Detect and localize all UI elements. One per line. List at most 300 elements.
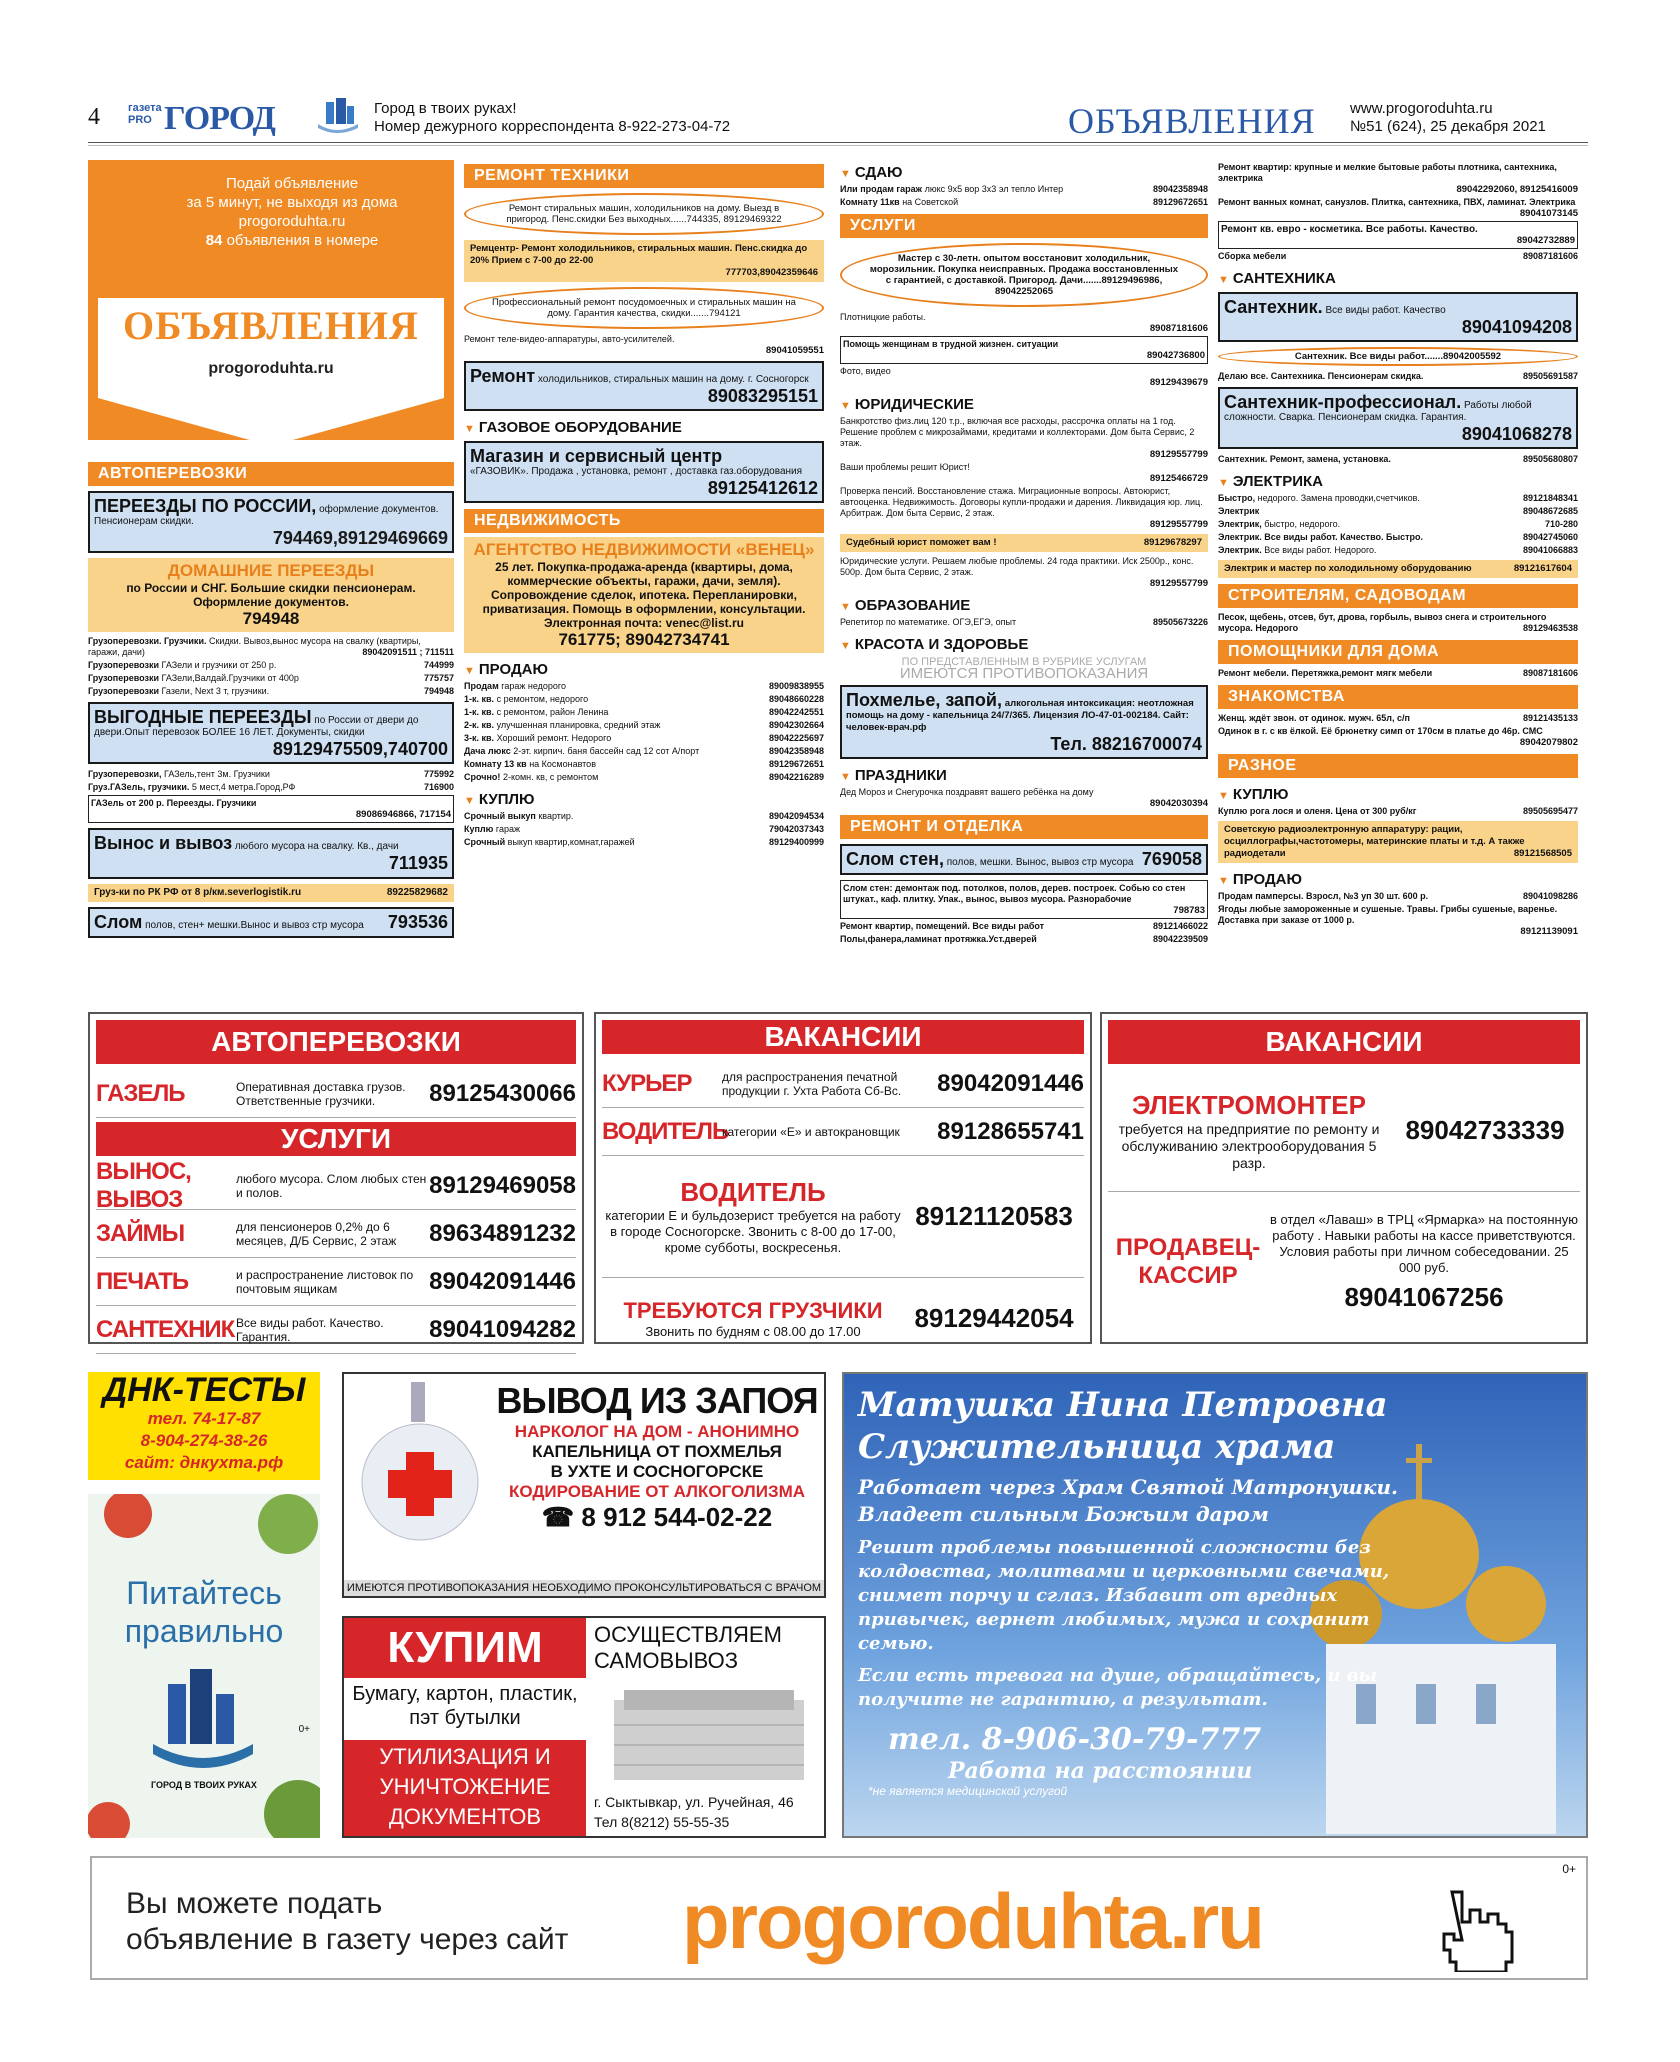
ad-carpentry	[840, 312, 1208, 334]
classified-ad	[1218, 545, 1578, 556]
ad-text: гараж	[495, 824, 520, 834]
row-description: категории «Е» и автокрановщик	[722, 1124, 900, 1139]
column-2	[464, 160, 824, 850]
ad-title: ДНК-ТЕСТЫ	[102, 1371, 306, 1409]
ad-phone: 798783	[1173, 905, 1205, 916]
ad-phone: 89042216289	[768, 772, 824, 782]
phone-icon: ☎	[541, 1502, 575, 1532]
ad-lead: Электрик	[1218, 506, 1260, 516]
ad-tv-repair	[464, 334, 824, 356]
row-keyword: ВОДИТЕЛЬ	[602, 1117, 729, 1145]
band-title: ВАКАНСИИ	[602, 1020, 1084, 1054]
ad-text: Фото, видео	[840, 366, 891, 376]
count-text: объявления в номере	[226, 232, 379, 249]
ad-phone: 89505680807	[1522, 454, 1578, 464]
rubric-sell-misc: ▼ ПРОДАЮ	[1218, 871, 1578, 888]
ad-santa	[840, 787, 1208, 809]
ad-remcenter	[464, 240, 824, 282]
ad-phone: 716900	[423, 782, 454, 792]
ad-text: быстро, недорого.	[1264, 519, 1341, 529]
classified-ad	[464, 694, 824, 705]
promo-block[interactable]	[88, 160, 454, 440]
ad-text: «ГАЗОВИК». Продажа , установка, ремонт , доставка газ.оборудования	[470, 466, 803, 477]
ad-title: АГЕНТСТВО НЕДВИЖИМОСТИ «ВЕНЕЦ»	[473, 540, 815, 559]
classified-ad	[464, 811, 824, 822]
paper-stack-image	[604, 1680, 814, 1790]
duty-phone: Номер дежурного корреспондента 8-922-273-04-72	[374, 118, 731, 135]
ad-list-freight-2	[88, 769, 454, 793]
ad-text: 5 мест,4 метра.Город,РФ	[191, 782, 296, 792]
ad-dating-2	[1218, 726, 1578, 748]
row-phone: 89042091446	[429, 1267, 576, 1295]
ad-phone: 775992	[423, 769, 454, 779]
ad-text: Помощь женщинам в трудной жизнен. ситуации	[843, 339, 1059, 349]
classified-ad	[1218, 493, 1578, 504]
ad-text: ГАЗели,Валдай.Грузчики от 400р	[161, 673, 299, 683]
ad-phone: 769058	[1141, 849, 1202, 869]
ad-phone: 89042736800	[1146, 350, 1205, 361]
ad-text: ГАЗель,тент 3м. Грузчики	[164, 769, 270, 779]
ad-fridge-master: Мастер с 30-летн. опытом восстановит холодильник, морозильник. Покупка неисправных. Продажа восстановленных с гарантией, с доставкой. Пригород. Дачи.......89129496986, 89042252065	[840, 243, 1208, 307]
band-rows	[596, 1060, 1090, 1156]
heading-home-helpers: ПОМОЩНИКИ ДЛЯ ДОМА	[1218, 640, 1578, 664]
age-rating: 0+	[1562, 1862, 1576, 1876]
ad-text: Судебный юрист поможет вам !	[846, 537, 997, 548]
ad-paragraph: Если есть тревога на душе, обращайтесь, и вы получите не гарантию, а результат.	[858, 1665, 1377, 1710]
ad-text: Юридические услуги. Решаем любые проблемы. 24 года практики. Иск 2500р., конс. 500р. Дом быта Сервис, 2 этаж.	[840, 556, 1194, 577]
page-header	[88, 98, 1588, 141]
ad-text: Все виды работ. Недорого.	[1264, 545, 1377, 555]
ad-lead: Грузоперевозки	[88, 673, 160, 683]
row-phone: 89041094282	[429, 1315, 576, 1343]
ad-bathroom-repair	[1218, 197, 1578, 219]
footer-banner[interactable]	[90, 1856, 1588, 1980]
ad-text: улучшенная планировка, средний этаж	[496, 720, 661, 730]
ad-text: квартир.	[538, 811, 574, 821]
band-row	[96, 1210, 576, 1258]
promo-line: за 5 минут, не выходя из дома	[186, 194, 398, 211]
ad-lead: Грузоперевозки	[88, 686, 160, 696]
ad-lead: Комнату 11кв	[840, 197, 900, 207]
ad-text: на Космонавтов	[529, 759, 596, 769]
classified-ad	[464, 824, 824, 835]
contraindication-note	[840, 656, 1208, 680]
ad-phone: 89042732889	[1516, 235, 1575, 246]
site-url[interactable]: www.progoroduhta.ru	[1350, 100, 1493, 117]
vacancy-title: ЭЛЕКТРОМОНТЕР	[1132, 1089, 1366, 1120]
ad-text: Газели, Next 3 т, грузчики.	[161, 686, 270, 696]
vacancy-driver-e	[602, 1156, 1084, 1278]
medical-cross-icon	[356, 1382, 486, 1562]
ad-lead: Электрик. Все виды работ. Качество. Быстро.	[1218, 532, 1424, 542]
ad-list-buy	[464, 811, 824, 848]
ad-text: Репетитор по математике. ОГЭ,ЕГЭ, опыт	[840, 617, 1017, 627]
band-vacancies-2	[1100, 1012, 1588, 1344]
classified-ad	[1218, 519, 1578, 530]
ad-text: Ремонт квартир, помещений. Все виды работ	[840, 921, 1045, 931]
row-keyword: ЗАЙМЫ	[96, 1219, 185, 1247]
row-phone: 89128655741	[937, 1117, 1084, 1145]
ad-phone: тел. 8-906-30-79-777	[888, 1722, 1262, 1757]
ad-phone: 89505695477	[1522, 806, 1578, 816]
ad-phone: Тел. 88216700074	[1050, 734, 1202, 754]
ad-list-rent	[840, 184, 1208, 208]
ad-phone: 89042358948	[1152, 184, 1208, 194]
ad-text: по России и СНГ. Большие скидки пенсионерам. Оформление документов.	[126, 581, 416, 609]
vacancy-cashier	[1108, 1192, 1580, 1332]
ad-list-freight	[88, 636, 454, 697]
ad-lead: Срочный	[464, 837, 506, 847]
classified-ad	[464, 720, 824, 731]
classified-ad	[88, 636, 454, 658]
ad-text: 2-комн. кв, с ремонтом	[502, 772, 599, 782]
ad-phone: 89042745060	[1522, 532, 1578, 542]
ad-nina-petrovna[interactable]	[842, 1372, 1588, 1838]
ad-text: Груз-ки по РК РФ от 8 р/км.severlogistik.ru	[94, 887, 302, 898]
ad-highlight: УТИЛИЗАЦИЯ И УНИЧТОЖЕНИЕ ДОКУМЕНТОВ	[344, 1740, 586, 1836]
ad-text: Плотницкие работы.	[840, 312, 926, 322]
heading-line: правильно	[124, 1613, 284, 1649]
ad-plumber	[1218, 292, 1578, 342]
ad-lead: Электрик,	[1218, 519, 1262, 529]
ad-dating-1	[1218, 713, 1578, 724]
vacancy-text: Звонить по будням с 08.00 до 17.00	[645, 1323, 861, 1339]
vacancy-phone: 89129442054	[914, 1302, 1074, 1333]
note-line: ПО ПРЕДСТАВЛЕННЫМ В РУБРИКЕ УСЛУГАМ	[901, 656, 1147, 668]
city-buildings-icon	[148, 1664, 258, 1774]
ad-title: ВЫГОДНЫЕ ПЕРЕЕЗДЫ	[94, 707, 312, 727]
ad-phone: 794948	[242, 609, 300, 628]
ad-hangover	[840, 685, 1208, 759]
ad-text: недорого. Замена проводки,счетчиков.	[1257, 493, 1420, 503]
ad-text: Скидки. Вывоз,вынос мусора на свалку (квартиры, гаражи, дачи)	[88, 636, 421, 657]
band-row	[96, 1157, 576, 1213]
promo-word: ОБЪЯВЛЕНИЯ	[123, 303, 419, 348]
ad-phone: 89121617604	[1513, 563, 1572, 574]
ad-phone: 89129672651	[768, 759, 824, 769]
ad-phone: 89121139091	[1520, 926, 1578, 937]
ad-text: выкуп квартир,комнат,гаражей	[507, 837, 635, 847]
ad-phone: 89121466022	[1152, 921, 1208, 931]
page-number: 4	[88, 104, 100, 130]
ad-removal	[88, 828, 454, 879]
ad-side-title: ОСУЩЕСТВЛЯЕМ САМОВЫВОЗ	[594, 1622, 782, 1673]
ad-lead: Или продам гараж	[840, 184, 923, 194]
issue-info	[1350, 100, 1546, 136]
ad-antlers	[1218, 806, 1578, 817]
vacancy-title: ВОДИТЕЛЬ	[680, 1177, 826, 1207]
eat-subtitle: ГОРОД В ТВОИХ РУКАХ	[151, 1780, 257, 1790]
note-line: ИМЕЮТСЯ ПРОТИВОПОКАЗАНИЯ	[899, 665, 1149, 682]
classified-ad	[88, 660, 454, 671]
row-description: для пенсионеров 0,2% до 6 месяцев, Д/Б Сервис, 2 этаж	[236, 1219, 397, 1248]
ad-line: В УХТЕ И СОСНОГОРСКЕ	[550, 1462, 764, 1481]
ad-phone: 794948	[423, 686, 454, 696]
ad-tutor	[840, 617, 1208, 628]
ad-phone: 89042242551	[768, 707, 824, 717]
ad-photo	[840, 366, 1208, 388]
classified-ad	[840, 184, 1208, 195]
ad-phone: 89121848341	[1522, 493, 1578, 503]
ad-text: Хороший ремонт. Недорого	[496, 733, 612, 743]
classified-ad	[88, 782, 454, 793]
ad-lead: Комнату 13 кв	[464, 759, 527, 769]
classified-ad	[1218, 532, 1578, 543]
ad-text: Ягоды любые замороженные и сушеные. Травы. Грибы сушеные, варенье. Доставка при заказе от 1000 р.	[1218, 904, 1558, 925]
ad-title: ДОМАШНИЕ ПЕРЕЕЗДЫ	[167, 561, 375, 580]
ad-title: Матушка Нина Петровна	[858, 1385, 1388, 1425]
ad-gazel-200	[88, 795, 454, 823]
ad-text: на Советской	[902, 197, 959, 207]
ad-text: ГАЗель от 200 р. Переезды. Грузчики	[91, 798, 257, 808]
ad-lead: Срочно!	[464, 772, 501, 782]
ad-phone: тел. 74-17-87	[147, 1409, 261, 1428]
ad-phone: 89041073145	[1519, 208, 1578, 219]
ad-phone: 711935	[388, 853, 448, 873]
ad-eat-properly[interactable]	[88, 1494, 320, 1838]
ad-cargo-rk	[88, 884, 454, 902]
ad-text: Проверка пенсий. Восстановление стажа. Миграционные вопросы. Автоюрист, автооценка. Недвижимость. Договоры купли-продажи и дарения. Ликвидация юр. лиц. Арбитраж. Дом быта Сервис, 2 этаж.	[840, 486, 1203, 518]
ad-apartment-works	[1218, 162, 1578, 195]
ad-phone: 89042030394	[1149, 798, 1208, 809]
ad-text: Все виды работ. Качество	[1325, 305, 1446, 316]
classified-ad	[464, 746, 824, 757]
ad-text: Песок, щебень, отсев, бут, дрова, горбыль, вывоз снега и строительного мусора. Недорого	[1218, 612, 1547, 633]
ad-lead: Продам	[464, 681, 499, 691]
ad-euro-repair	[1218, 221, 1578, 249]
ad-electrician-fridge	[1218, 560, 1578, 578]
ad-phone: 89129439679	[1149, 377, 1208, 388]
ad-dna-tests[interactable]	[88, 1372, 320, 1480]
classified-ad	[464, 837, 824, 848]
band-title-services: УСЛУГИ	[96, 1122, 576, 1156]
classified-ad	[464, 772, 824, 783]
ad-text: Сборка мебели	[1218, 251, 1287, 261]
ad-title: Вынос и вывоз	[94, 833, 233, 853]
ad-demolition	[88, 907, 454, 938]
classified-ad	[464, 681, 824, 692]
ad-phone: 89083295151	[707, 386, 818, 406]
ad-phone: 89505691587	[1522, 371, 1578, 381]
ad-text: Ремонт теле-видео-аппаратуры, авто-усилителей.	[464, 334, 675, 344]
ad-phone: 89129475509,740700	[272, 739, 448, 759]
ad-text: любого мусора на свалку. Кв., дачи	[234, 841, 399, 852]
ad-phone: 777703,89042359646	[725, 267, 818, 278]
ad-text: Одинок в г. с кв ёлкой. Её брюнетку симп от 170см в платье до 46р. СМС	[1218, 726, 1543, 736]
ad-text: Бумагу, картон, пластик, пэт бутылки	[352, 1683, 578, 1729]
row-keyword: ПЕЧАТЬ	[96, 1267, 189, 1295]
vacancy-text: требуется на предприятие по ремонту и обслуживанию электрооборудования 5 разр.	[1118, 1120, 1380, 1171]
vacancy-title: ТРЕБУЮТСЯ ГРУЗЧИКИ	[623, 1297, 883, 1323]
rubric-buy: ▼ КУПЛЮ	[464, 791, 824, 808]
column-3	[840, 160, 1208, 947]
ad-venets-agency	[464, 537, 824, 653]
row-description: и распространение листовок по почтовым ящикам	[236, 1267, 414, 1296]
ad-title: Ремонт	[470, 366, 536, 386]
rubric-holidays: ▼ ПРАЗДНИКИ	[840, 767, 1208, 784]
ad-phone: 89048660228	[768, 694, 824, 704]
ad-phone: 89129557799	[1149, 449, 1208, 460]
ad-paragraph: Решит проблемы повышенной сложности без колдовства, молитвами и церковными свечами, снимет порчу и сглаз. Избавит от вредных привычек, вернет любимых, мужа и сохранит семью.	[858, 1537, 1390, 1654]
classified-ad	[840, 197, 1208, 208]
ad-text: Электрик и мастер по холодильному оборудованию	[1224, 563, 1472, 574]
ad-text: полов, мешки. Вынос, вывоз стр мусора	[946, 857, 1134, 868]
ad-phone: 8-904-274-38-26	[140, 1431, 268, 1450]
ad-text: Делаю все. Сантехника. Пенсионерам скидка.	[1218, 371, 1424, 381]
rubric-buy-misc: ▼ КУПЛЮ	[1218, 786, 1578, 803]
ad-text: полов, стен+ мешки.Вынос и вывоз стр мусора	[145, 920, 364, 931]
vacancy-loaders	[602, 1278, 1084, 1358]
ad-phone: 89129400999	[768, 837, 824, 847]
city-hand-icon	[312, 98, 362, 136]
ad-lead: Электрик.	[1218, 545, 1262, 555]
row-keyword: САНТЕХНИК	[96, 1315, 235, 1343]
ad-text: Слом стен: демонтаж под. потолков, полов, дерев. построек. Собью со стен штукат., каф. плитку. Упак., вынос, вывоз мусора. Разнорабочие	[843, 883, 1186, 904]
ad-lead: Груз.ГАЗель, грузчики.	[88, 782, 190, 792]
band-title: ВАКАНСИИ	[1108, 1020, 1580, 1064]
ad-text: Куплю рога лося и оленя. Цена от 300 руб/кг	[1218, 806, 1417, 816]
ad-text: алкогольная интоксикация: неотложная помощь на дому - капельница 24/7/365. Лицензия ЛО-47-01-002184. Сайт: человек-врач.рф	[846, 698, 1194, 733]
ad-phone: 89125412612	[707, 478, 818, 498]
promo-line: progoroduhta.ru	[238, 213, 346, 230]
footer-text	[126, 1886, 568, 1958]
ad-legal-services	[840, 556, 1208, 589]
ad-phone: 89042302664	[768, 720, 824, 730]
ad-lead: Срочный выкуп	[464, 811, 536, 821]
rubric-law: ▼ ЮРИДИЧЕСКИЕ	[840, 396, 1208, 413]
rubric-rent: ▼ СДАЮ	[840, 164, 1208, 181]
vacancy-text: категории Е и бульдозерист требуется на работу в городе Сосногорске. Звонить с 8-00 до 17-00, кроме субботы, воскресенья.	[605, 1208, 901, 1255]
band-rows-services	[90, 1157, 582, 1354]
ad-lead: 3-к. кв.	[464, 733, 495, 743]
heading-estate: НЕДВИЖИМОСТЬ	[464, 509, 824, 533]
row-phone: 89042091446	[937, 1069, 1084, 1097]
ad-wall-demolition	[840, 844, 1208, 875]
count-value: 84	[205, 232, 223, 249]
band-rows	[90, 1070, 582, 1118]
ad-title: Магазин и сервисный центр	[470, 446, 723, 466]
row-description: Все виды работ. Качество. Гарантия.	[236, 1315, 384, 1344]
ad-text: Ваши проблемы решит Юрист!	[840, 462, 970, 472]
ad-radio-parts	[1218, 821, 1578, 863]
eat-heading	[88, 1574, 320, 1650]
column-4	[1218, 160, 1578, 939]
rubric-electric: ▼ ЭЛЕКТРИКА	[1218, 473, 1578, 490]
ad-text: Ремонт кв. евро - косметика. Все работы. Качество.	[1221, 224, 1478, 235]
rubric-plumbing: ▼ САНТЕХНИКА	[1218, 270, 1578, 287]
ad-phone: 89505673226	[1152, 617, 1208, 627]
ad-apartment-repair	[840, 921, 1208, 932]
ad-gazovik	[464, 441, 824, 503]
logo-prefix: газета PRO	[128, 102, 162, 126]
ad-phone: 89042079802	[1519, 737, 1578, 748]
band-auto-services	[88, 1012, 584, 1344]
ad-binge[interactable]	[342, 1372, 826, 1598]
heading-misc: РАЗНОЕ	[1218, 754, 1578, 778]
ad-phone: 794469,89129469669	[272, 528, 448, 548]
ad-text: 2-эт. кирпич. баня бассейн сад 12 сот А/порт	[513, 746, 700, 756]
promo-line: Подай объявление	[225, 175, 359, 192]
ad-lead: 2-к. кв.	[464, 720, 495, 730]
ad-phone: 710-280	[1544, 519, 1578, 529]
rubric-sell: ▼ ПРОДАЮ	[464, 661, 824, 678]
ad-phone: 89041098286	[1522, 891, 1578, 901]
ad-phone: 89048672685	[1522, 506, 1578, 516]
ad-women-help	[840, 336, 1208, 364]
ad-phone: 89042225697	[768, 733, 824, 743]
ad-text: люкс 9х5 вор 3х3 эл тепло Интер	[924, 184, 1064, 194]
ad-furniture-assembly	[1218, 251, 1578, 262]
ad-text: с ремонтом, недорого	[496, 694, 589, 704]
ad-title: Сантехник.	[1224, 297, 1323, 317]
ad-phone: 89121568505	[1513, 848, 1572, 859]
ad-title: КУПИМ	[344, 1618, 586, 1678]
row-keyword: ГАЗЕЛЬ	[96, 1079, 185, 1107]
issue-number: №51 (624), 25 декабря 2021	[1350, 118, 1546, 135]
ad-phone: 8 912 544-02-22	[581, 1502, 773, 1532]
ad-lead: Быстро,	[1218, 493, 1256, 503]
classified-ad	[1218, 506, 1578, 517]
ad-lead: 1-к. кв.	[464, 694, 495, 704]
ad-fridge-repair	[464, 361, 824, 411]
footer-line: объявление в газету через сайт	[126, 1923, 569, 1956]
ad-plumbing-all	[1218, 371, 1578, 382]
ad-address: г. Сыктывкар, ул. Ручейная, 46	[594, 1794, 794, 1810]
contraindication-note: ИМЕЮТСЯ ПРОТИВОПОКАЗАНИЯ НЕОБХОДИМО ПРОКОНСУЛЬТИРОВАТЬСЯ С ВРАЧОМ	[344, 1580, 824, 1596]
footer-url[interactable]: progoroduhta.ru	[682, 1877, 1263, 1965]
vacancy-phone: 89041067256	[1344, 1281, 1504, 1312]
ad-phone: 89042094534	[768, 811, 824, 821]
ad-text: гараж недорого	[501, 681, 567, 691]
ad-text: Полы,фанера,ламинат протяжка.Уст.дверей	[840, 934, 1037, 944]
ad-text: Ремонт ванных комнат, санузлов. Плитка, сантехника, ПВХ, ламинат. Электрика	[1218, 197, 1576, 207]
ad-phone: 89087181606	[1522, 251, 1578, 261]
ad-text: холодильников, стиральных машин на дому. г. Сосногорск	[537, 374, 809, 385]
heading-services: УСЛУГИ	[840, 214, 1208, 238]
row-phone: 89129469058	[429, 1171, 576, 1199]
classified-ad	[464, 707, 824, 718]
ad-title: Слом	[94, 912, 143, 932]
row-phone: 89125430066	[429, 1079, 576, 1107]
ad-text: по России от двери до двери.Опыт перевозок БОЛЕЕ 16 ЛЕТ. Документы, скидки	[94, 715, 419, 738]
ad-title: ВЫВОД ИЗ ЗАПОЯ	[496, 1380, 818, 1421]
ad-lead: Грузоперевозки,	[88, 769, 162, 779]
ad-phone: 89129557799	[1149, 519, 1208, 530]
ad-phone: 89042239509	[1152, 934, 1208, 944]
age-rating: 0+	[298, 1724, 310, 1735]
ad-remote: Работа на расстоянии	[948, 1758, 1253, 1784]
ad-lead: 1-к. кв.	[464, 707, 495, 717]
ad-text: Женщ. ждёт звон. от одинок. мужч. 65л, с/п	[1218, 713, 1410, 723]
rubric-education: ▼ ОБРАЗОВАНИЕ	[840, 597, 1208, 614]
ad-text: Банкротство физ.лиц 120 т.р., включая все расходы, рассрочка оплаты на 1 год. Решение проблем с микрозаймами, кредитами и коллекторами. Дом быта Сервис, 2 этаж.	[840, 416, 1195, 448]
heading-repair: РЕМОНТ ТЕХНИКИ	[464, 164, 824, 188]
ad-buyback[interactable]	[342, 1616, 826, 1838]
ad-title: Слом стен,	[846, 849, 944, 869]
ad-text: 25 лет. Покупка-продажа-аренда (квартиры, дома, коммерческие объекты, гаражи, дачи, земля). Сопровождение сделок, ипотека. Перепланировки, приватизация. Помощь в оформлении, консультации. Электронная почта: venec@list.ru	[482, 560, 806, 630]
ad-phone: 89086946866, 717154	[355, 809, 451, 820]
ad-line: КОДИРОВАНИЕ ОТ АЛКОГОЛИЗМА	[508, 1482, 806, 1501]
ad-washer-repair: Ремонт стиральных машин, холодильников на дому. Выезд в пригород. Пенс.скидки Без выходных......744335, 89129469322	[464, 193, 824, 235]
ad-phone: 89121435133	[1522, 713, 1578, 723]
ad-text: Продам памперсы. Взросл, №3 уп 30 шт. 600 р.	[1218, 891, 1429, 901]
ad-phone: 89041094208	[1461, 317, 1572, 337]
nina-text	[858, 1384, 1418, 1798]
ad-note: *не является медицинской услугой	[868, 1784, 1068, 1798]
ad-phone: 775757	[423, 673, 454, 683]
ad-profitable-moving	[88, 702, 454, 764]
promo-url[interactable]: progoroduhta.ru	[208, 360, 334, 377]
